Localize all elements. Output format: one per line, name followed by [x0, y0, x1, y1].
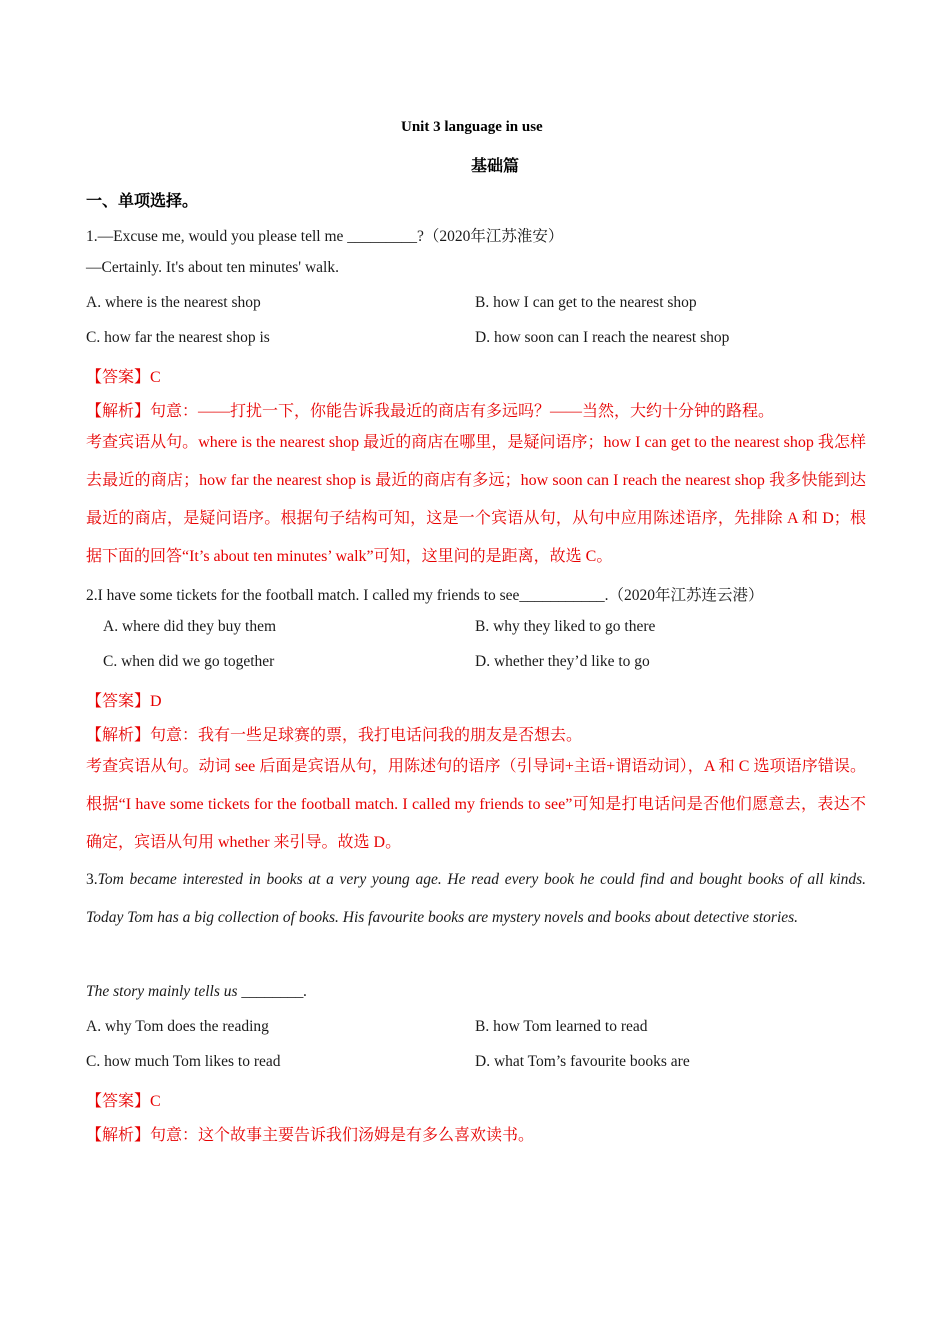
- q1-stem: 1.—Excuse me, would you please tell me _________?（2020年江苏淮安）: [86, 228, 564, 245]
- q2-option-b: B. why they liked to go there: [475, 618, 656, 635]
- q1-option-d: D. how soon can I reach the nearest shop: [475, 329, 730, 346]
- section-heading: 一、单项选择。: [86, 191, 199, 210]
- q2-answer: 【答案】D: [86, 693, 162, 710]
- q2-option-c: C. when did we go together: [103, 653, 275, 670]
- q1-option-a: A. where is the nearest shop: [86, 294, 261, 311]
- q3-stem: The story mainly tells us ________.: [86, 983, 308, 1000]
- q3-explanation-intro: 【解析】句意：这个故事主要告诉我们汤姆是有多么喜欢读书。: [86, 1127, 535, 1144]
- q3-passage-text: Tom became interested in books at a very young age. He read every book he could find and bought books of all kinds. Today Tom has a big collection of books. His favourite books are mystery novels and books about detective stories.: [86, 871, 866, 926]
- q3-option-d: D. what Tom’s favourite books are: [475, 1053, 690, 1070]
- q1-explanation-body: 考查宾语从句。where is the nearest shop 最近的商店在哪里，是疑问语序；how I can get to the nearest shop 我怎样去最近的商店；how far the nearest shop is 最近的商店有多远；how soon can I reach the nearest shop 我多快能到达最近的商店，是疑问语序。根据句子结构可知，这是一个宾语从句，从句中应用陈述语序，先排除 A 和 D；根据下面的回答“It’s about ten minutes’ walk”可知，这里问的是距离，故选 C。: [86, 434, 866, 565]
- q3-answer: 【答案】C: [86, 1093, 161, 1110]
- q1-option-c: C. how far the nearest shop is: [86, 329, 270, 346]
- page-subtitle: 基础篇: [471, 156, 520, 175]
- q3-number: 3.: [86, 871, 98, 888]
- q3-option-c: C. how much Tom likes to read: [86, 1053, 281, 1070]
- q2-option-d: D. whether they’d like to go: [475, 653, 650, 670]
- q1-option-b: B. how I can get to the nearest shop: [475, 294, 697, 311]
- q2-option-a: A. where did they buy them: [103, 618, 277, 635]
- q3-option-a: A. why Tom does the reading: [86, 1018, 269, 1035]
- page-title: Unit 3 language in use: [401, 119, 543, 135]
- q3-option-b: B. how Tom learned to read: [475, 1018, 648, 1035]
- q2-explanation-intro: 【解析】句意：我有一些足球赛的票，我打电话问我的朋友是否想去。: [86, 727, 583, 744]
- q1-reply: —Certainly. It's about ten minutes' walk.: [86, 259, 339, 276]
- q1-explanation-intro: 【解析】句意：——打扰一下，你能告诉我最近的商店有多远吗？——当然，大约十分钟的路程。: [86, 403, 775, 420]
- q2-stem: 2.I have some tickets for the football match. I called my friends to see___________.（2020年江苏连云港）: [86, 587, 764, 604]
- q1-answer: 【答案】C: [86, 369, 161, 386]
- q3-passage: [86, 861, 866, 937]
- q2-explanation-body: 考查宾语从句。动词 see 后面是宾语从句，用陈述句的语序（引导词+主语+谓语动词），A 和 C 选项语序错误。根据“I have some tickets for the football match. I called my friends to see”可知是打电话问是否他们愿意去，表达不确定，宾语从句用 whether 来引导。故选 D。: [86, 758, 866, 851]
